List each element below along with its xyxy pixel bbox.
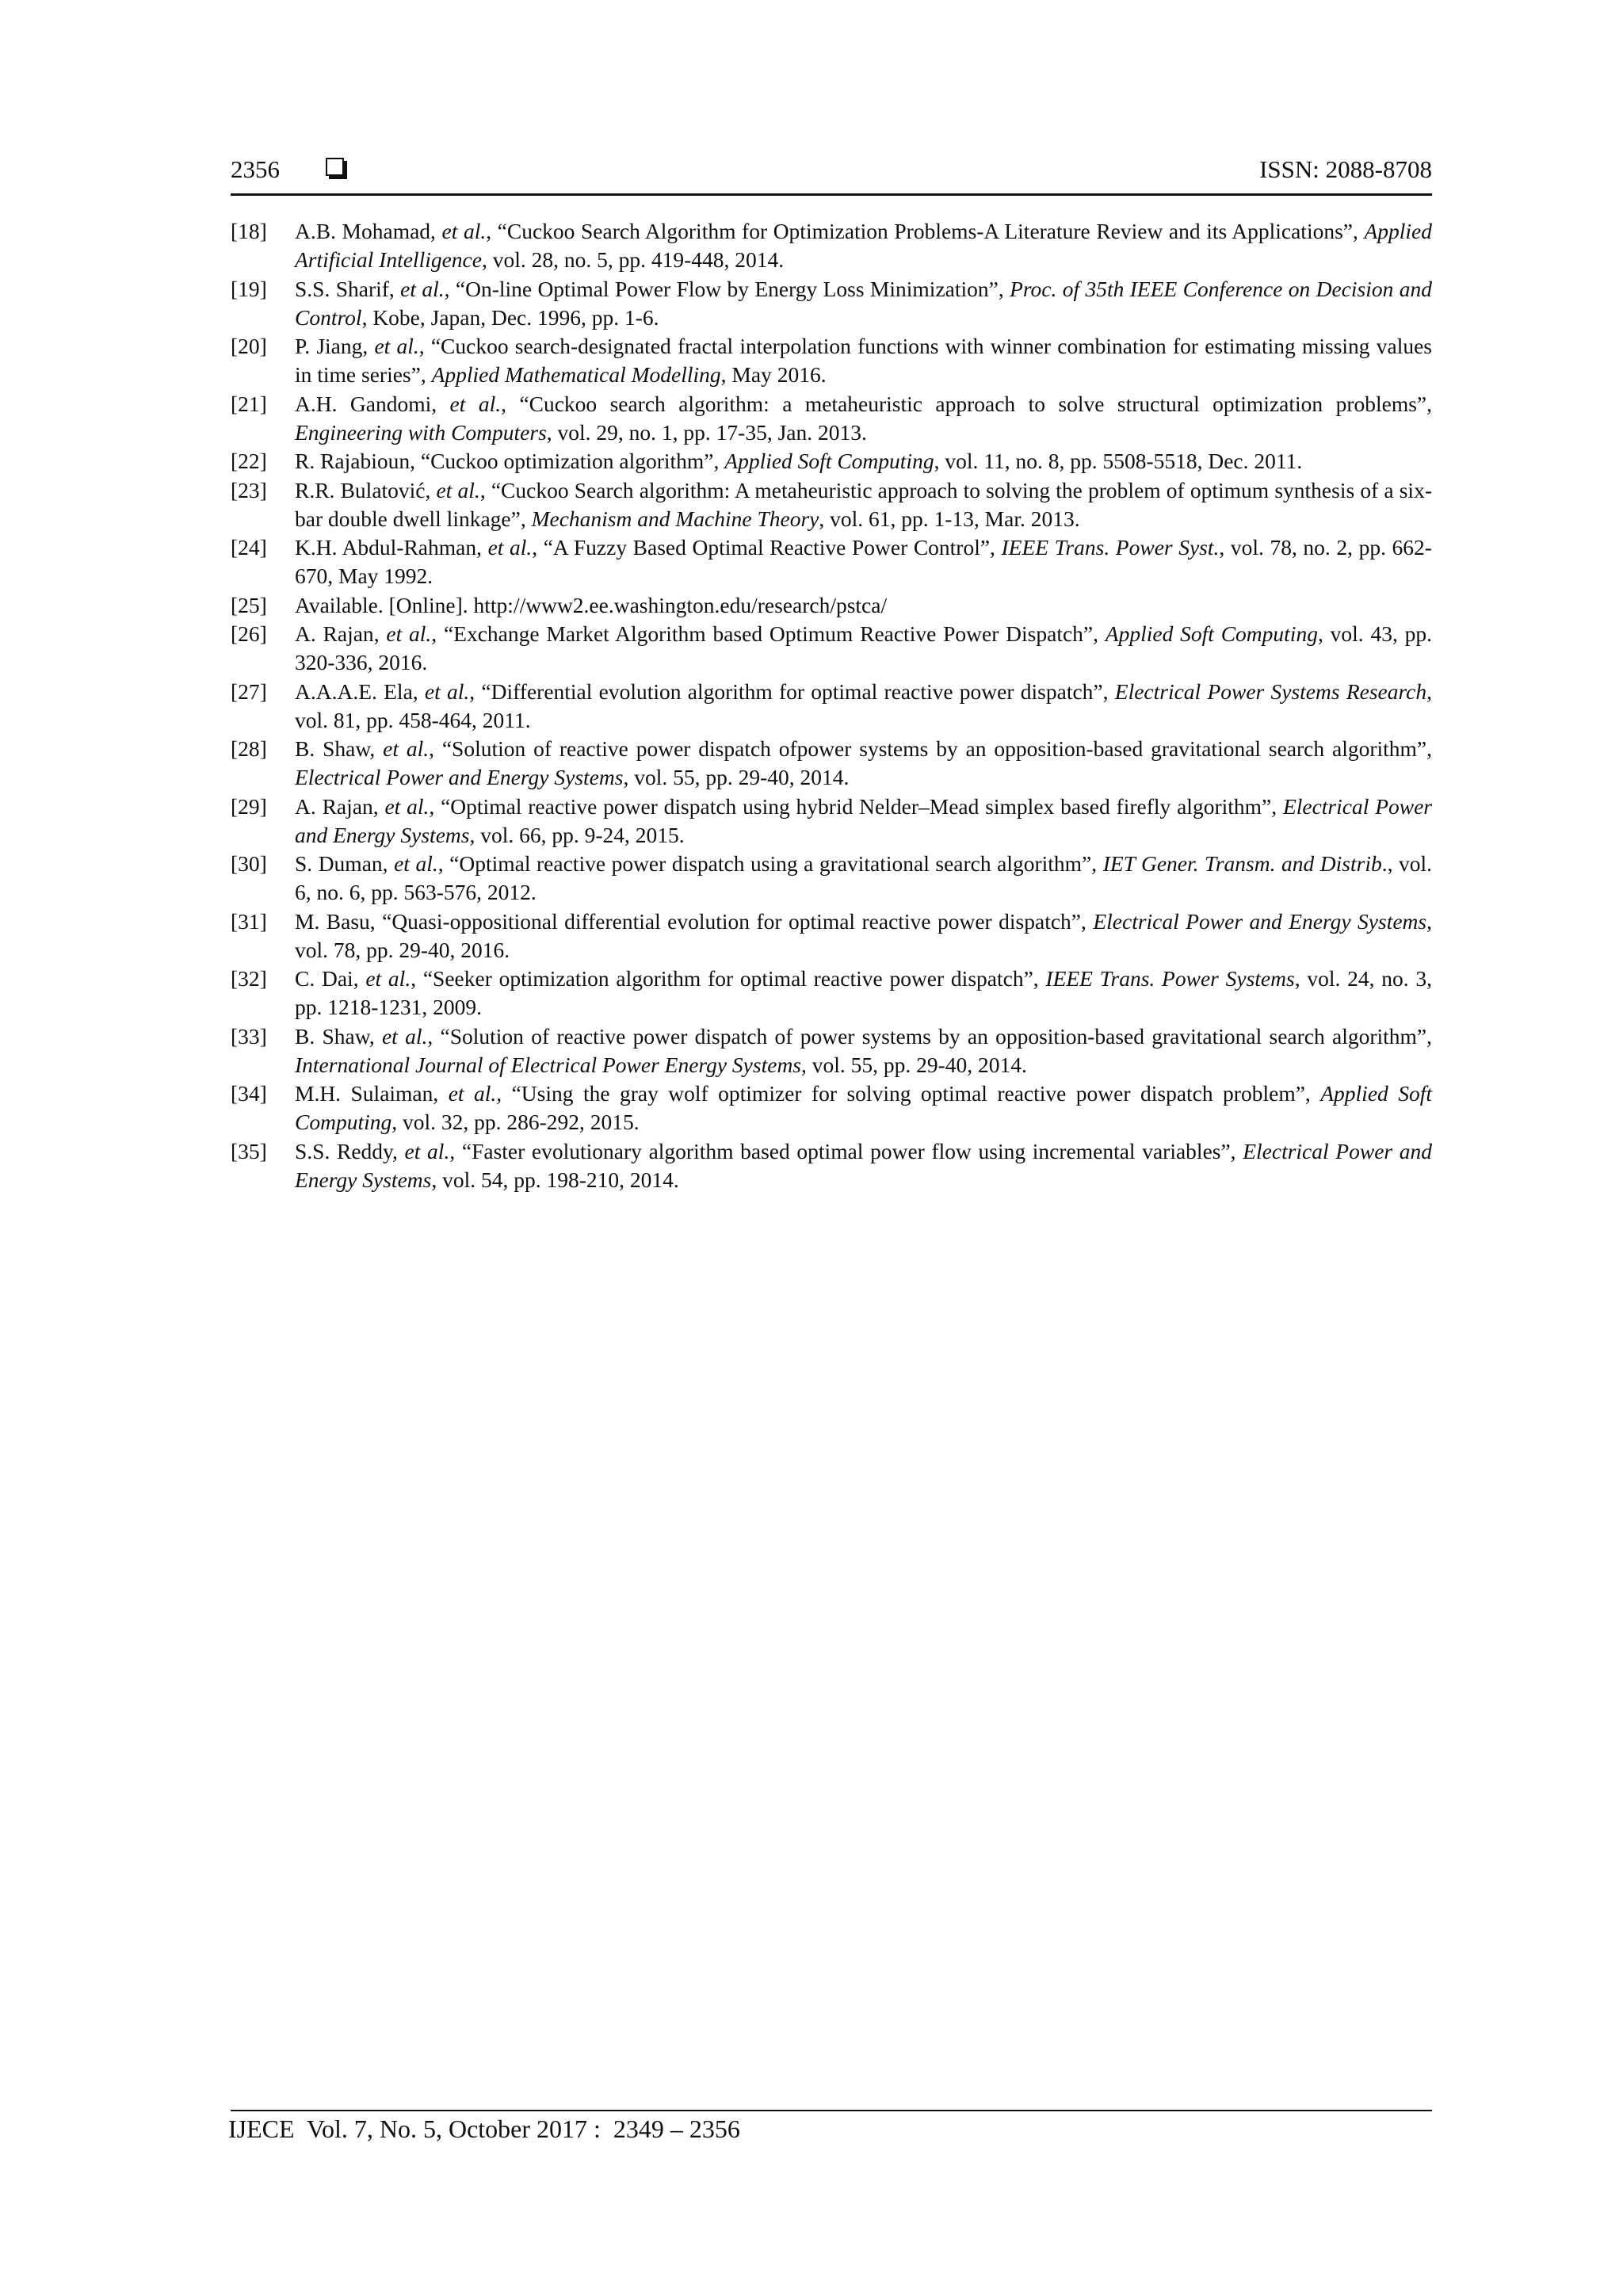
reference-list bbox=[231, 217, 1432, 1194]
reference-segment: , “Optimal reactive power dispatch using hybrid Nelder–Mead simplex based firefly algorithm”, bbox=[429, 793, 1283, 819]
reference-item bbox=[231, 332, 1432, 389]
reference-italic-segment: et al. bbox=[400, 276, 445, 301]
reference-italic-segment: et al. bbox=[436, 477, 480, 502]
reference-segment: M.H. Sulaiman bbox=[295, 1081, 433, 1106]
reference-number: [32] bbox=[231, 966, 267, 991]
reference-italic-segment: International Journal of Electrical Power Energy Systems bbox=[295, 1052, 801, 1077]
reference-segment: , vol. 32, pp. 286-292, 2015. bbox=[391, 1110, 640, 1134]
reference-italic-segment: et al. bbox=[487, 535, 533, 560]
reference-italic-segment: Engineering with Computers bbox=[295, 419, 547, 445]
reference-item bbox=[231, 1079, 1432, 1137]
reference-segment: , bbox=[412, 678, 425, 704]
reference-segment: P. Jiang bbox=[295, 334, 363, 358]
reference-item bbox=[231, 591, 1432, 620]
reference-segment: , bbox=[425, 477, 437, 502]
reference-segment: , bbox=[388, 276, 401, 301]
reference-segment: , vol. 24, no. 3, pp. 1218-1231, 2009. bbox=[295, 966, 1432, 1019]
reference-segment: A. Rajan bbox=[295, 621, 374, 646]
reference-item bbox=[231, 275, 1432, 332]
reference-number: [24] bbox=[231, 535, 267, 560]
reference-italic-segment: IEEE Trans. Power Syst. bbox=[1001, 535, 1220, 560]
reference-text bbox=[295, 447, 1432, 476]
reference-segment: Available. [Online]. http://www2.ee.washington.edu/research/pstca/ bbox=[295, 592, 888, 617]
reference-segment: , vol. 66, pp. 9-24, 2015. bbox=[469, 822, 685, 847]
reference-italic-segment: et al. bbox=[441, 219, 487, 243]
reference-number: [26] bbox=[231, 621, 267, 646]
reference-segment: , bbox=[369, 1023, 382, 1049]
reference-segment: , “Solution of reactive power dispatch of power systems by an opposition-based gravitational search algorithm”, bbox=[427, 1023, 1432, 1049]
reference-number: [25] bbox=[231, 592, 267, 617]
reference-number: [31] bbox=[231, 908, 267, 934]
reference-item bbox=[231, 476, 1432, 533]
reference-segment: , bbox=[369, 736, 384, 761]
reference-italic-segment: Electrical Power and Energy Systems bbox=[295, 1138, 1433, 1192]
reference-text bbox=[295, 217, 1432, 274]
reference-segment: R. Rajabioun, “Cuckoo optimization algorithm”, bbox=[295, 449, 725, 473]
reference-text bbox=[295, 591, 1432, 620]
reference-number: [23] bbox=[231, 477, 267, 502]
reference-segment: K.H. Abdul-Rahman bbox=[295, 535, 477, 560]
reference-segment: , vol. 78, no. 2, pp. 662-670, May 1992. bbox=[295, 535, 1432, 588]
reference-segment: , bbox=[431, 391, 450, 416]
reference-segment: B. Shaw bbox=[295, 736, 370, 761]
reference-segment: , vol. 55, pp. 29-40, 2014. bbox=[623, 765, 850, 789]
reference-text bbox=[295, 907, 1432, 965]
reference-italic-segment: et al. bbox=[374, 334, 419, 358]
reference-number: [30] bbox=[231, 851, 267, 876]
reference-segment: A.B. Mohamad bbox=[295, 219, 431, 243]
reference-italic-segment: Proc. of 35th IEEE Conference on Decision and Control bbox=[295, 276, 1432, 330]
reference-segment: , “Cuckoo search-designated fractal interpolation functions with winner combination for estimating missing values in time series”, bbox=[295, 334, 1432, 387]
header-divider bbox=[231, 193, 1432, 196]
reference-segment: , “Optimal reactive power dispatch using a gravitational search algorithm”, bbox=[437, 851, 1103, 876]
reference-text bbox=[295, 1079, 1432, 1137]
reference-number: [35] bbox=[231, 1138, 267, 1163]
reference-italic-segment: Mechanism and Machine Theory bbox=[531, 506, 819, 531]
reference-number: [34] bbox=[231, 1081, 267, 1106]
reference-italic-segment: Electrical Power and Energy Systems bbox=[295, 765, 624, 789]
reference-item bbox=[231, 447, 1432, 476]
reference-segment: , bbox=[430, 219, 442, 243]
reference-italic-segment: et al. bbox=[394, 851, 438, 876]
reference-number: [19] bbox=[231, 276, 267, 301]
reference-segment: , bbox=[373, 621, 387, 646]
reference-number: [29] bbox=[231, 793, 267, 819]
reference-segment: R.R. Bulatović bbox=[295, 477, 426, 502]
reference-item bbox=[231, 390, 1432, 447]
reference-text bbox=[295, 620, 1432, 677]
reference-italic-segment: Applied Soft Computing bbox=[1105, 621, 1318, 646]
page-number: 2356 bbox=[231, 155, 280, 183]
reference-text bbox=[295, 1137, 1432, 1194]
reference-segment: , vol. 78, pp. 29-40, 2016. bbox=[295, 908, 1432, 962]
page-header bbox=[231, 155, 1432, 195]
reference-segment: , bbox=[372, 793, 385, 819]
reference-item bbox=[231, 678, 1432, 735]
footer-divider bbox=[231, 2110, 1432, 2111]
reference-italic-segment: et al. bbox=[448, 1081, 497, 1106]
reference-item bbox=[231, 533, 1432, 590]
reference-item bbox=[231, 1022, 1432, 1079]
reference-segment: M. Basu, “Quasi-oppositional differential evolution for optimal reactive power dispatch”, bbox=[295, 908, 1094, 934]
reference-segment: S.S. Reddy bbox=[295, 1138, 393, 1163]
reference-italic-segment: Electrical Power Systems Research bbox=[1114, 678, 1427, 704]
reference-segment: , “Differential evolution algorithm for optimal reactive power dispatch”, bbox=[469, 678, 1115, 704]
reference-segment: B. Shaw bbox=[295, 1023, 369, 1049]
reference-item bbox=[231, 735, 1432, 792]
reference-item bbox=[231, 907, 1432, 965]
reference-text bbox=[295, 332, 1432, 389]
reference-segment: , “Using the gray wolf optimizer for solving optimal reactive power dispatch problem”, bbox=[496, 1081, 1321, 1106]
reference-italic-segment: et al. bbox=[404, 1138, 450, 1163]
reference-italic-segment: Applied Soft Computing bbox=[724, 449, 934, 473]
reference-text bbox=[295, 533, 1432, 590]
reference-number: [22] bbox=[231, 449, 267, 473]
reference-segment: , “Cuckoo Search Algorithm for Optimization Problems-A Literature Review and its Applications”, bbox=[486, 219, 1365, 243]
reference-italic-segment: Electrical Power and Energy Systems bbox=[1093, 908, 1427, 934]
reference-item bbox=[231, 620, 1432, 677]
reference-item bbox=[231, 850, 1432, 907]
reference-segment: , bbox=[392, 1138, 405, 1163]
reference-italic-segment: et al. bbox=[365, 966, 411, 991]
reference-segment: , bbox=[382, 851, 395, 876]
reference-segment: , vol. 11, no. 8, pp. 5508-5518, Dec. 2011. bbox=[934, 449, 1303, 473]
reference-italic-segment: et al. bbox=[384, 793, 430, 819]
reference-segment: A.H. Gandomi bbox=[295, 391, 432, 416]
reference-segment: , “A Fuzzy Based Optimal Reactive Power Control”, bbox=[532, 535, 1002, 560]
reference-italic-segment: IET Gener. Transm. and Distrib bbox=[1102, 851, 1382, 876]
reference-segment: , May 2016. bbox=[720, 362, 827, 387]
reference-text bbox=[295, 678, 1432, 735]
reference-number: [20] bbox=[231, 334, 267, 358]
reference-italic-segment: Applied Artificial Intelligence bbox=[295, 219, 1432, 272]
reference-segment: , vol. 43, pp. 320-336, 2016. bbox=[295, 621, 1432, 674]
reference-segment: , “Faster evolutionary algorithm based optimal power flow using incremental variables”, bbox=[449, 1138, 1243, 1163]
reference-segment: S. Duman bbox=[295, 851, 383, 876]
reference-number: [33] bbox=[231, 1023, 267, 1049]
reference-italic-segment: Applied Mathematical Modelling bbox=[431, 362, 721, 387]
reference-item bbox=[231, 1137, 1432, 1194]
journal-footer: IJECE Vol. 7, No. 5, October 2017 : 2349 – 2356 bbox=[228, 2115, 740, 2143]
reference-text bbox=[295, 390, 1432, 447]
reference-segment: ., vol. 6, no. 6, pp. 563-576, 2012. bbox=[295, 851, 1433, 904]
reference-text bbox=[295, 1022, 1432, 1079]
reference-segment: , “Cuckoo search algorithm: a metaheuristic approach to solve structural optimization problems”, bbox=[501, 391, 1432, 416]
reference-segment: , “Cuckoo Search algorithm: A metaheuristic approach to solving the problem of optimum synthesis of a six-bar double dwell linkage”, bbox=[295, 477, 1432, 531]
reference-italic-segment: Electrical Power and Energy Systems bbox=[295, 793, 1432, 847]
reference-italic-segment: et al. bbox=[424, 678, 470, 704]
reference-text bbox=[295, 735, 1432, 792]
reference-segment: S.S. Sharif bbox=[295, 276, 389, 301]
reference-item bbox=[231, 217, 1432, 274]
reference-italic-segment: et al. bbox=[449, 391, 502, 416]
reference-text bbox=[295, 793, 1432, 850]
reference-segment: , vol. 81, pp. 458-464, 2011. bbox=[295, 678, 1432, 732]
reference-segment: , “Exchange Market Algorithm based Optimum Reactive Power Dispatch”, bbox=[431, 621, 1106, 646]
reference-segment: , bbox=[433, 1081, 449, 1106]
reference-segment: A. Rajan bbox=[295, 793, 373, 819]
reference-number: [21] bbox=[231, 391, 267, 416]
reference-italic-segment: et al. bbox=[383, 736, 430, 761]
reference-segment: , “Solution of reactive power dispatch ofpower systems by an opposition-based gravitational search algorithm”, bbox=[429, 736, 1432, 761]
reference-italic-segment: et al. bbox=[386, 621, 432, 646]
reference-segment: , vol. 28, no. 5, pp. 419-448, 2014. bbox=[481, 247, 785, 272]
checkbox-square-icon bbox=[326, 158, 344, 176]
reference-segment: , Kobe, Japan, Dec. 1996, pp. 1-6. bbox=[361, 304, 659, 330]
reference-italic-segment: IEEE Trans. Power Systems bbox=[1045, 966, 1295, 991]
reference-text bbox=[295, 476, 1432, 533]
reference-text bbox=[295, 850, 1432, 907]
reference-segment: , “On-line Optimal Power Flow by Energy Loss Minimization”, bbox=[444, 276, 1010, 301]
reference-segment: , vol. 55, pp. 29-40, 2014. bbox=[801, 1052, 1027, 1077]
reference-italic-segment: et al. bbox=[381, 1023, 428, 1049]
reference-segment: A.A.A.E. Ela bbox=[295, 678, 413, 704]
reference-number: [28] bbox=[231, 736, 267, 761]
reference-number: [27] bbox=[231, 678, 267, 704]
reference-segment: , bbox=[476, 535, 488, 560]
reference-segment: , vol. 54, pp. 198-210, 2014. bbox=[431, 1167, 679, 1192]
reference-number: [18] bbox=[231, 219, 267, 243]
issn-label: ISSN: 2088-8708 bbox=[1259, 155, 1432, 183]
reference-text bbox=[295, 965, 1432, 1022]
reference-segment: , “Seeker optimization algorithm for optimal reactive power dispatch”, bbox=[411, 966, 1046, 991]
reference-segment: C. Dai bbox=[295, 966, 353, 991]
reference-item bbox=[231, 793, 1432, 850]
reference-segment: , bbox=[362, 334, 375, 358]
reference-text bbox=[295, 275, 1432, 332]
reference-italic-segment: Applied Soft Computing bbox=[295, 1081, 1432, 1134]
reference-item bbox=[231, 965, 1432, 1022]
reference-segment: , bbox=[353, 966, 366, 991]
reference-segment: , vol. 29, no. 1, pp. 17-35, Jan. 2013. bbox=[546, 419, 867, 445]
reference-segment: , vol. 61, pp. 1-13, Mar. 2013. bbox=[819, 506, 1080, 531]
